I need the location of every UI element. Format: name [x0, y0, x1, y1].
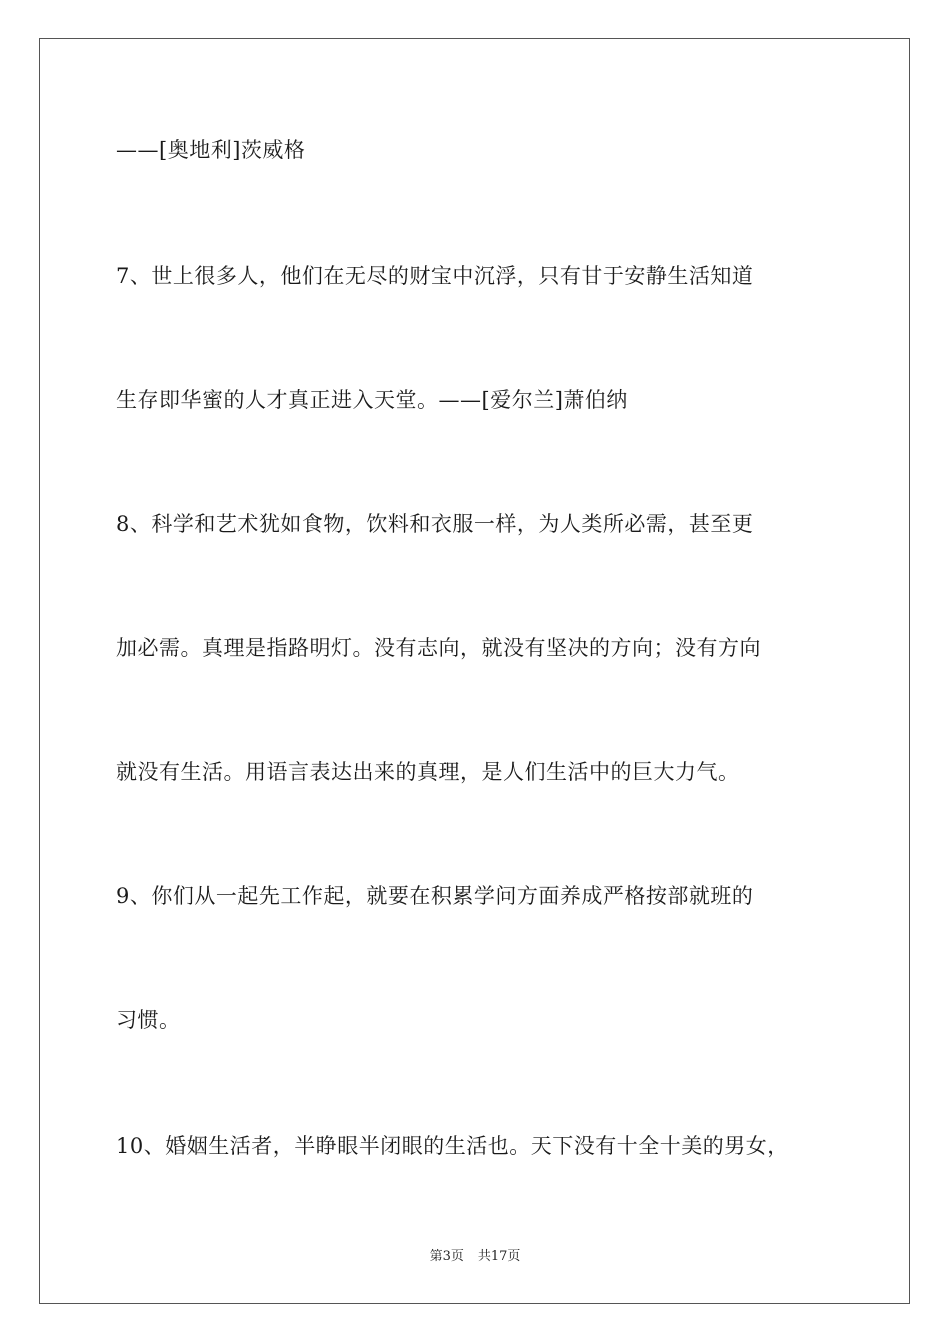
text-line: 就没有生活。用语言表达出来的真理，是人们生活中的巨大力气。 — [116, 760, 740, 784]
page-total: 共17页 — [477, 1249, 521, 1264]
page-footer — [0, 1248, 950, 1266]
text-line: 生存即华蜜的人才真正进入天堂。——[爱尔兰]萧伯纳 — [116, 388, 628, 412]
page-number: 第3页 — [429, 1249, 464, 1264]
text-line: 加必需。真理是指路明灯。没有志向，就没有坚决的方向；没有方向 — [116, 636, 761, 660]
text-line: 9、你们从一起先工作起，就要在积累学问方面养成严格按部就班的 — [116, 884, 754, 908]
page-border — [39, 38, 910, 1304]
text-line: 8、科学和艺术犹如食物，饮料和衣服一样，为人类所必需，甚至更 — [116, 512, 754, 536]
text-line: 10、婚姻生活者，半睁眼半闭眼的生活也。天下没有十全十美的男女， — [116, 1134, 789, 1158]
text-line: 7、世上很多人，他们在无尽的财宝中沉浮，只有甘于安静生活知道 — [116, 264, 754, 288]
text-line: 习惯。 — [116, 1008, 181, 1032]
text-line: ——[奥地利]茨威格 — [116, 138, 306, 162]
